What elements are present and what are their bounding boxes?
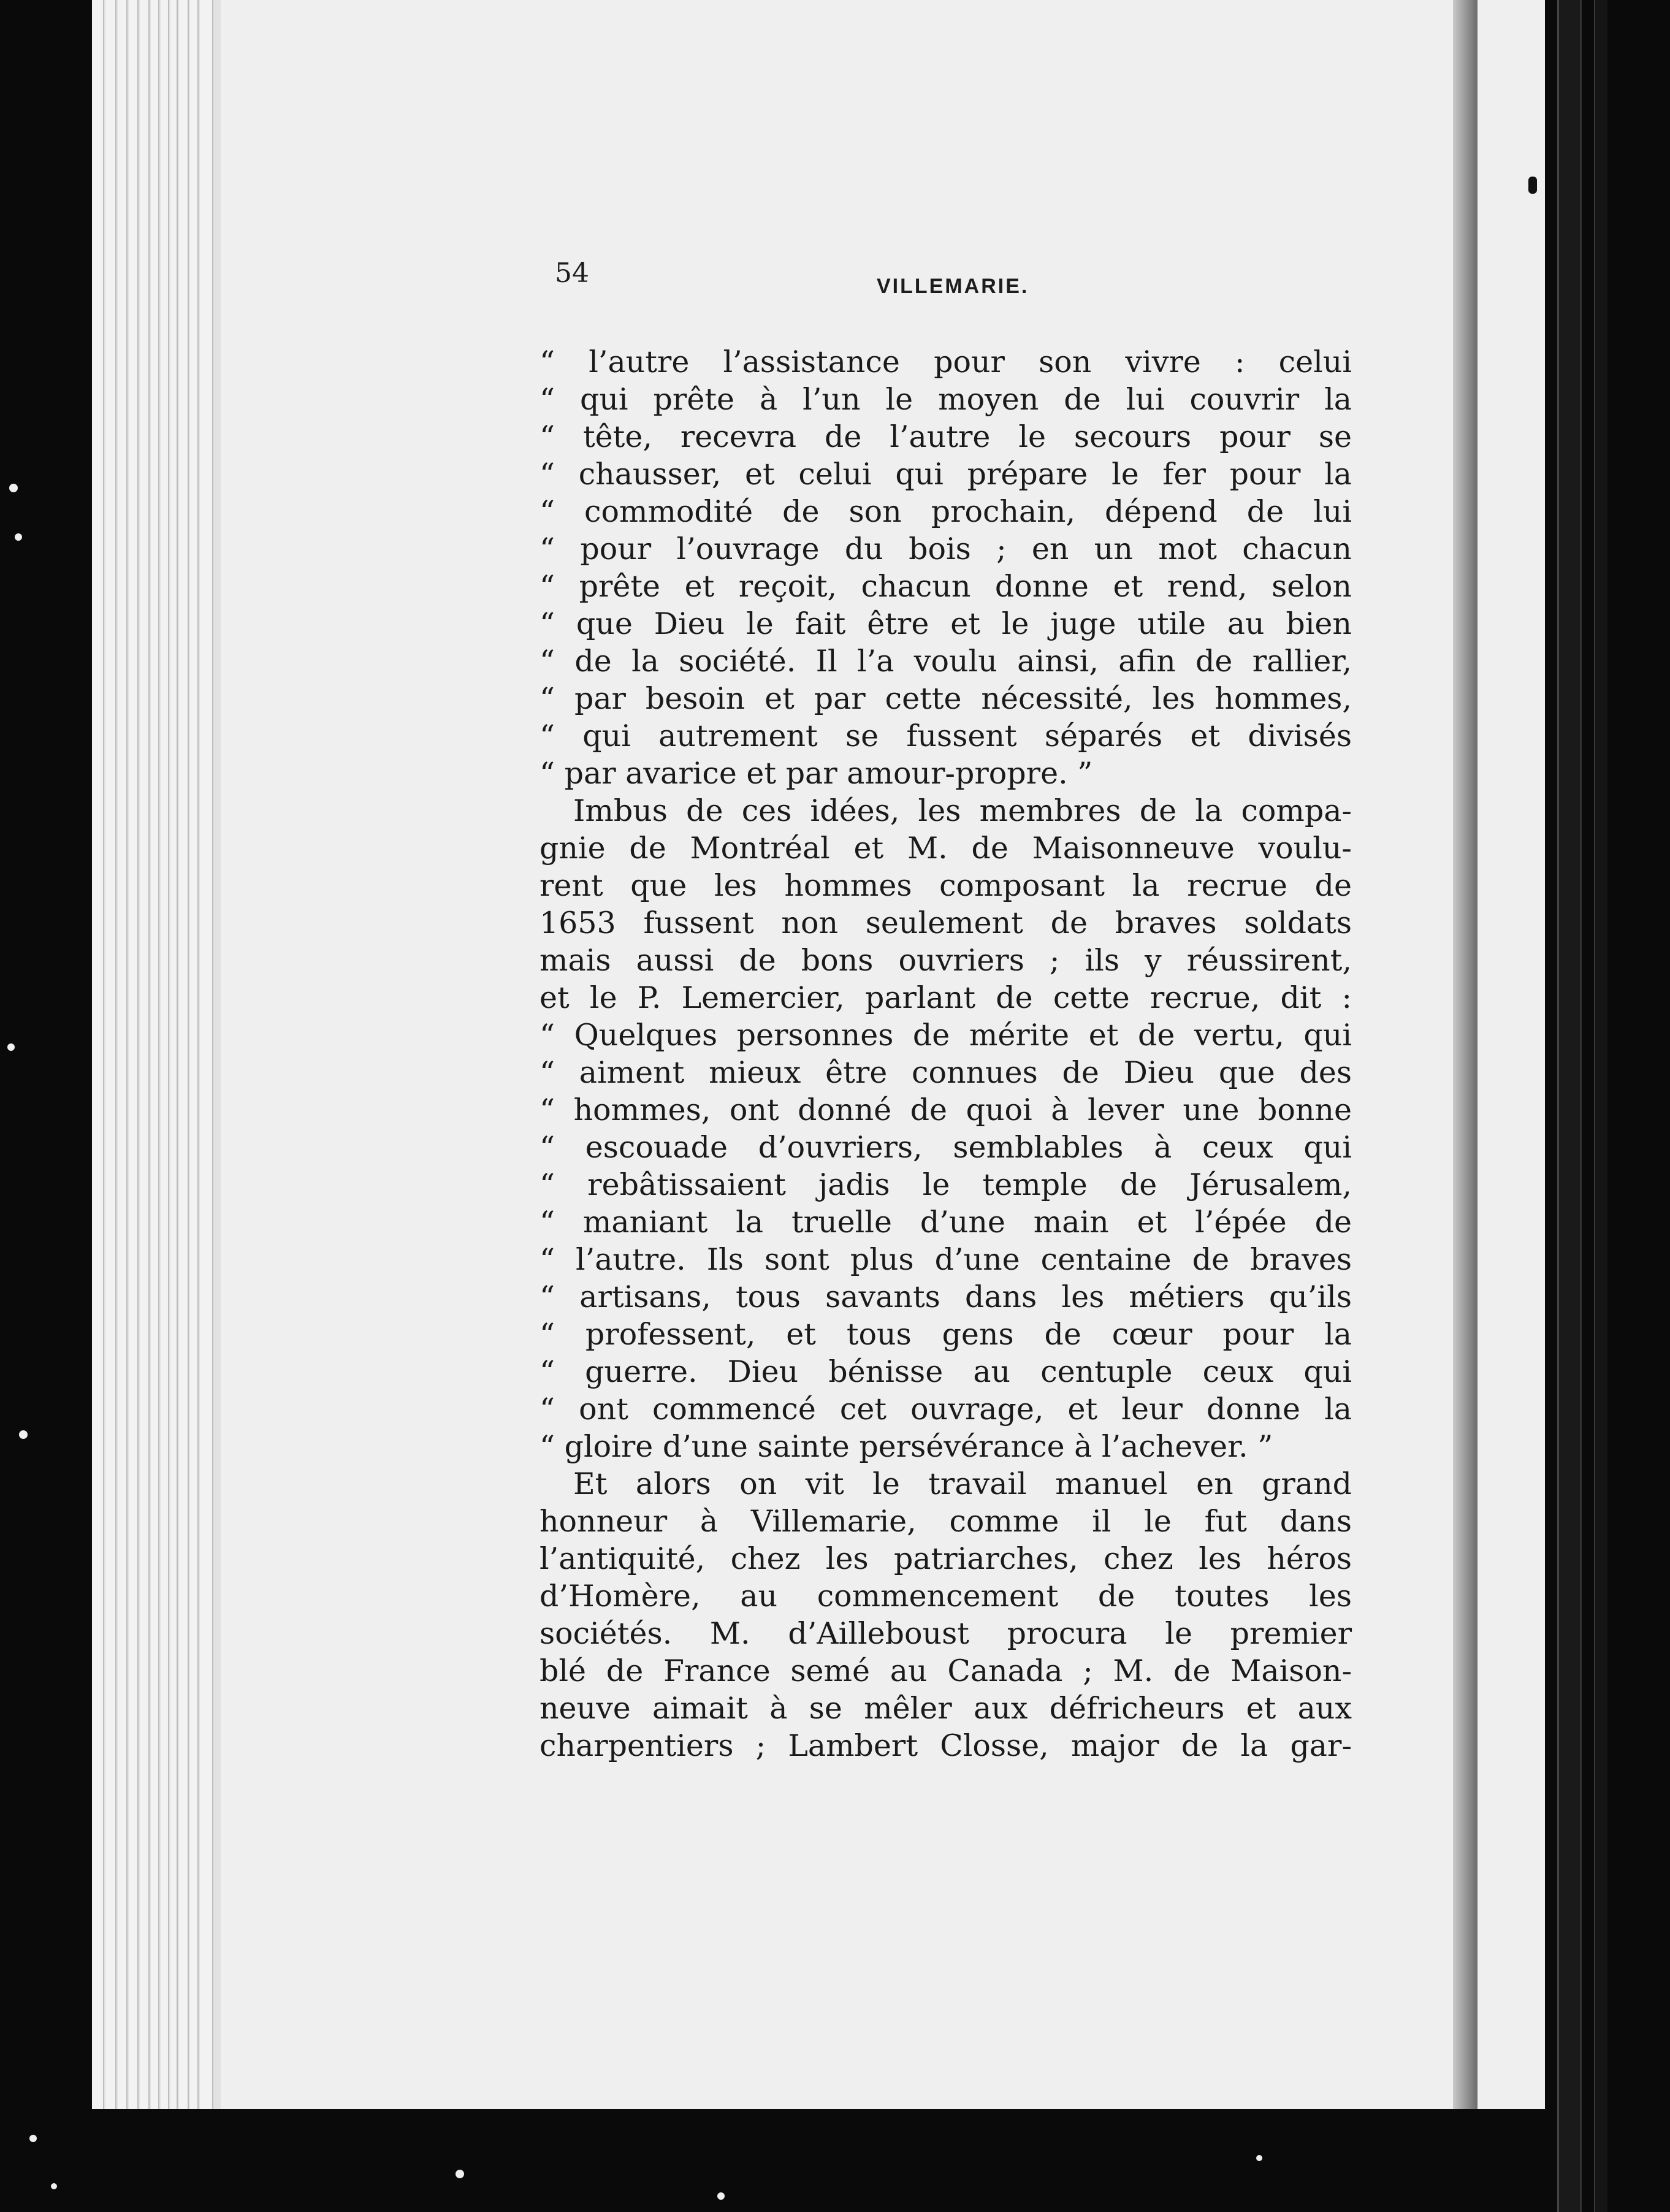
text-line: “ escouade d’ouvriers, semblables à ceux qui — [540, 1130, 1352, 1165]
speck — [1256, 2155, 1262, 2161]
speck — [9, 484, 18, 492]
text-line: “ chausser, et celui qui prépare le fer pour la — [540, 457, 1352, 492]
speck — [456, 2170, 464, 2178]
text-line: “ que Dieu le fait être et le juge utile au bien — [540, 606, 1352, 641]
page-number: 54 — [555, 257, 589, 289]
text-line: “ guerre. Dieu bénisse au centuple ceux qui — [540, 1354, 1352, 1389]
text-line: gnie de Montréal et M. de Maisonneuve voulu- — [540, 831, 1352, 866]
text-line: honneur à Villemarie, comme il le fut dans — [540, 1504, 1352, 1539]
text-line: sociétés. M. d’Ailleboust procura le premier — [540, 1616, 1352, 1651]
speck — [19, 1430, 28, 1439]
text-line: “ de la société. Il l’a voulu ainsi, afin de rallier, — [540, 644, 1352, 679]
text-line: “ par besoin et par cette nécessité, les hommes, — [540, 681, 1352, 716]
text-line: “ pour l’ouvrage du bois ; en un mot chacun — [540, 532, 1352, 566]
speck — [15, 533, 22, 541]
text-line: “ l’autre. Ils sont plus d’une centaine de braves — [540, 1242, 1352, 1277]
running-head: VILLEMARIE. — [877, 275, 1029, 298]
paragraph-start-line: Et alors on vit le travail manuel en grand — [573, 1466, 1352, 1501]
text-line: “ qui prête à l’un le moyen de lui couvrir la — [540, 382, 1352, 417]
text-line: “ tête, recevra de l’autre le secours pour se — [540, 419, 1352, 454]
text-line: “ Quelques personnes de mérite et de vertu, qui — [540, 1018, 1352, 1053]
text-line: “ professent, et tous gens de cœur pour la — [540, 1317, 1352, 1352]
text-line: “ par avarice et par amour-propre. ” — [540, 756, 1093, 791]
text-line: “ aiment mieux être connues de Dieu que des — [540, 1055, 1352, 1090]
paragraph-start-line: Imbus de ces idées, les membres de la compa- — [573, 793, 1352, 828]
text-line: 1653 fussent non seulement de braves soldats — [540, 906, 1352, 940]
text-line: “ artisans, tous savants dans les métiers qu’ils — [540, 1280, 1352, 1314]
text-line: “ rebâtissaient jadis le temple de Jérusalem, — [540, 1167, 1352, 1202]
text-line: “ hommes, ont donné de quoi à lever une bonne — [540, 1093, 1352, 1127]
text-line: “ maniant la truelle d’une main et l’épée de — [540, 1205, 1352, 1240]
text-line: “ prête et reçoit, chacun donne et rend, selon — [540, 569, 1352, 604]
speck — [51, 2183, 57, 2189]
speck — [717, 2192, 725, 2200]
text-line: charpentiers ; Lambert Closse, major de la gar- — [540, 1728, 1352, 1763]
text-line: “ commodité de son prochain, dépend de lui — [540, 494, 1352, 529]
speck — [7, 1043, 15, 1051]
text-line: “ ont commencé cet ouvrage, et leur donne la — [540, 1392, 1352, 1427]
text-line: “ l’autre l’assistance pour son vivre : celui — [540, 345, 1352, 379]
text-line: et le P. Lemercier, parlant de cette recrue, dit : — [540, 980, 1352, 1015]
text-line: d’Homère, au commencement de toutes les — [540, 1579, 1352, 1614]
text-line: l’antiquité, chez les patriarches, chez les héros — [540, 1541, 1352, 1576]
text-line: blé de France semé au Canada ; M. de Maison- — [540, 1653, 1352, 1688]
text-line: mais aussi de bons ouvriers ; ils y réussirent, — [540, 943, 1352, 978]
speck — [29, 2135, 37, 2142]
text-line: neuve aimait à se mêler aux défricheurs et aux — [540, 1691, 1352, 1726]
text-line: “ qui autrement se fussent séparés et divisés — [540, 719, 1352, 753]
text-line: “ gloire d’une sainte persévérance à l’achever. ” — [540, 1429, 1273, 1464]
text-line: rent que les hommes composant la recrue de — [540, 868, 1352, 903]
